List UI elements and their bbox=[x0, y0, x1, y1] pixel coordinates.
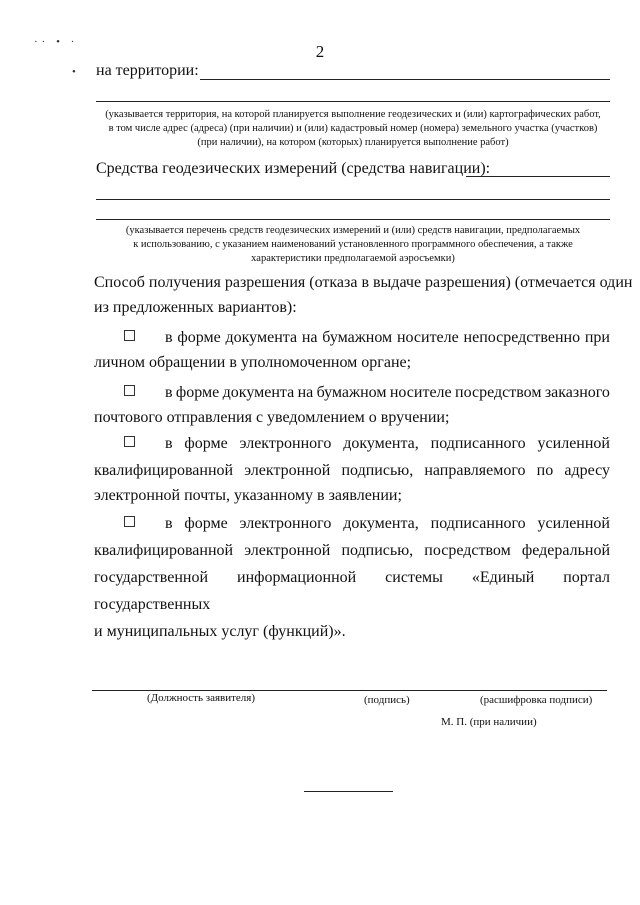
signature-line[interactable] bbox=[92, 690, 607, 691]
sign-caption: (подпись) bbox=[364, 694, 410, 706]
scan-specks: ·· • · bbox=[34, 36, 79, 48]
option-checkbox[interactable] bbox=[124, 436, 135, 447]
option-checkbox[interactable] bbox=[124, 330, 135, 341]
note-line: (указывается перечень средств геодезических измерений и (или) средств навигации, предполагаемых bbox=[125, 225, 581, 236]
method-intro-line2: из предложенных вариантов): bbox=[94, 299, 297, 316]
method-intro bbox=[94, 270, 633, 320]
option-electronic-portal: в форме электронного документа, подписанного усиленной квалифицированной электронной подписью, посредством федеральной государственной информационной системы «Единый портал государственных и муниципальных услуг (функций)». bbox=[94, 515, 610, 640]
instruments-label: Средства геодезических измерений (средства навигации): bbox=[96, 160, 491, 177]
option-checkbox[interactable] bbox=[124, 516, 135, 527]
instruments-fill-line-3[interactable] bbox=[96, 219, 610, 220]
bullet-mark: • bbox=[72, 66, 76, 78]
instruments-note bbox=[96, 224, 610, 266]
note-line: к использованию, с указанием наименований установленного программного обеспечения, а также bbox=[133, 239, 573, 250]
territory-note bbox=[96, 108, 610, 150]
decode-caption: (расшифровка подписи) bbox=[480, 694, 593, 706]
note-line: в том числе адрес (адреса) (при наличии) и (или) кадастровый номер (номера) земельного участка (участков) bbox=[108, 123, 598, 134]
note-line: (указывается территория, на которой планируется выполнение геодезических и (или) картографических работ, bbox=[105, 109, 601, 120]
note-line: характеристики предполагаемой аэросъемки) bbox=[251, 253, 455, 264]
instruments-fill-line-2[interactable] bbox=[96, 199, 610, 200]
method-intro-line1: Способ получения разрешения (отказа в выдаче разрешения) (отмечается один bbox=[94, 274, 633, 291]
stamp-note: М. П. (при наличии) bbox=[441, 716, 537, 728]
note-line: (при наличии), на котором (которых) планируется выполнение работ) bbox=[197, 137, 509, 148]
option-electronic-email: в форме электронного документа, подписанного усиленной квалифицированной электронной подписью, направляемого по адресу электронной почты, указанному в заявлении; bbox=[94, 435, 610, 504]
option-checkbox[interactable] bbox=[124, 385, 135, 396]
instruments-fill-line[interactable] bbox=[466, 176, 610, 177]
option-paper-in-person: в форме документа на бумажном носителе непосредственно при личном обращении в уполномоченном органе; bbox=[94, 329, 610, 371]
option-paper-mail: в форме документа на бумажном носителе посредством заказного почтового отправления с уведомлением о вручении; bbox=[94, 384, 610, 426]
territory-fill-line[interactable] bbox=[200, 79, 610, 80]
footnote-separator bbox=[304, 791, 393, 792]
territory-label: на территории: bbox=[96, 62, 199, 79]
page-number: 2 bbox=[315, 42, 325, 61]
position-caption: (Должность заявителя) bbox=[147, 692, 255, 704]
territory-fill-line-2[interactable] bbox=[96, 101, 610, 102]
